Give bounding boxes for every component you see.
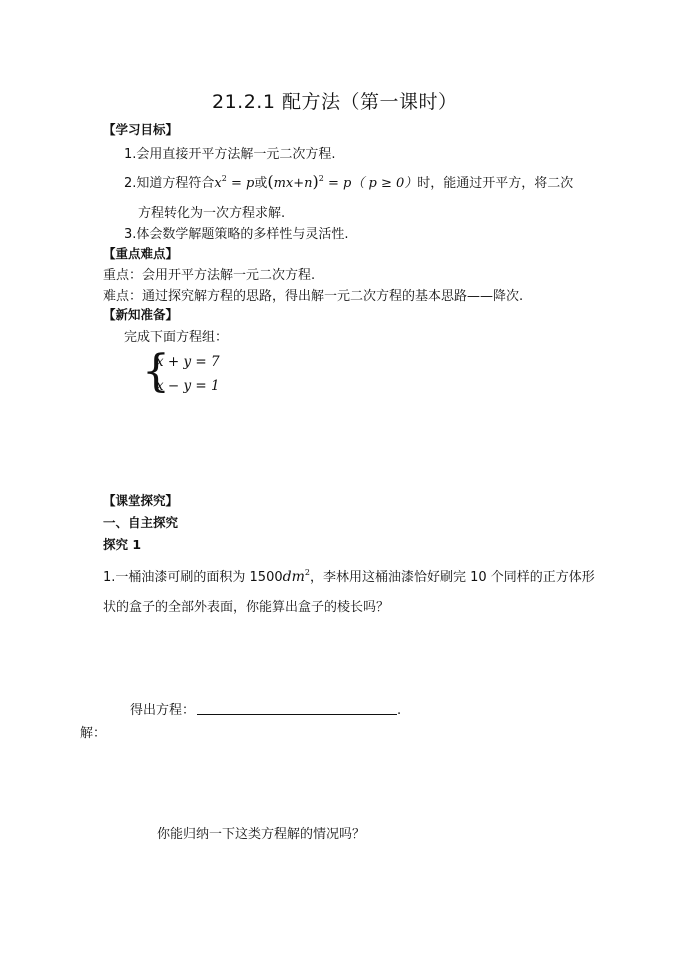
summary-question: 你能归纳一下这类方程解的情况吗？ <box>157 827 366 842</box>
goal-2-eq2-rhs: = p <box>323 176 352 191</box>
goal-3: 3.体会数学解题策略的多样性与灵活性. <box>124 227 349 242</box>
key-header: 【重点难点】 <box>103 246 179 261</box>
system-eq-1: x + y = 7 <box>156 354 220 370</box>
goal-2-paren-close: ) <box>312 172 319 191</box>
explore-sub: 探究 1 <box>103 537 142 552</box>
key-focus: 重点：会用开平方法解一元二次方程. <box>103 268 316 283</box>
goal-2-exp-1: 2 <box>221 174 227 183</box>
goal-2-or: 或 <box>254 176 268 191</box>
problem-text-b: ，李林用这桶油漆恰好刷完 10 个同样的正方体形 <box>309 570 595 585</box>
goal-2 <box>124 172 573 191</box>
equation-blank[interactable] <box>197 702 397 715</box>
goal-2-condition: （ p ≥ 0） <box>351 176 418 191</box>
goal-2-tail: 时，能通过开平方，将二次 <box>417 176 574 191</box>
solution-label: 解： <box>80 726 107 741</box>
goal-2-paren-open: ( <box>267 172 274 191</box>
key-difficulty: 难点：通过探究解方程的思路，得出解一元二次方程的基本思路——降次. <box>103 289 524 304</box>
equation-end: . <box>397 703 402 718</box>
goal-2-eq1-rhs: = p <box>226 176 255 191</box>
equation-label: 得出方程： <box>130 703 196 718</box>
problem-unit: dm <box>282 569 305 585</box>
goal-2-eq1-lhs: x <box>214 176 222 191</box>
goal-2-line-2: 方程转化为一次方程求解. <box>138 206 286 221</box>
goal-1: 1.会用直接开平方法解一元二次方程. <box>124 147 336 162</box>
goals-header: 【学习目标】 <box>103 122 179 137</box>
explore-header: 【课堂探究】 <box>103 493 179 508</box>
problem-unit-exp: 2 <box>304 568 310 577</box>
equation-line <box>130 699 401 718</box>
prep-header: 【新知准备】 <box>103 307 179 322</box>
goal-2-eq2-inner: mx+n <box>273 176 313 191</box>
page-title: 21.2.1 配方法（第一课时） <box>212 91 458 113</box>
system-brace: { <box>142 346 170 397</box>
prep-instruction: 完成下面方程组： <box>124 330 229 345</box>
problem-text-a: 1.一桶油漆可刷的面积为 1500 <box>103 570 283 585</box>
problem-line-1 <box>103 566 595 585</box>
system-eq-2: x − y = 1 <box>156 378 220 394</box>
explore-section: 一、自主探究 <box>103 515 179 530</box>
goal-2-exp-2: 2 <box>318 174 324 183</box>
problem-line-2: 状的盒子的全部外表面，你能算出盒子的棱长吗？ <box>103 600 390 615</box>
goal-2-lead: 2.知道方程符合 <box>124 176 215 191</box>
